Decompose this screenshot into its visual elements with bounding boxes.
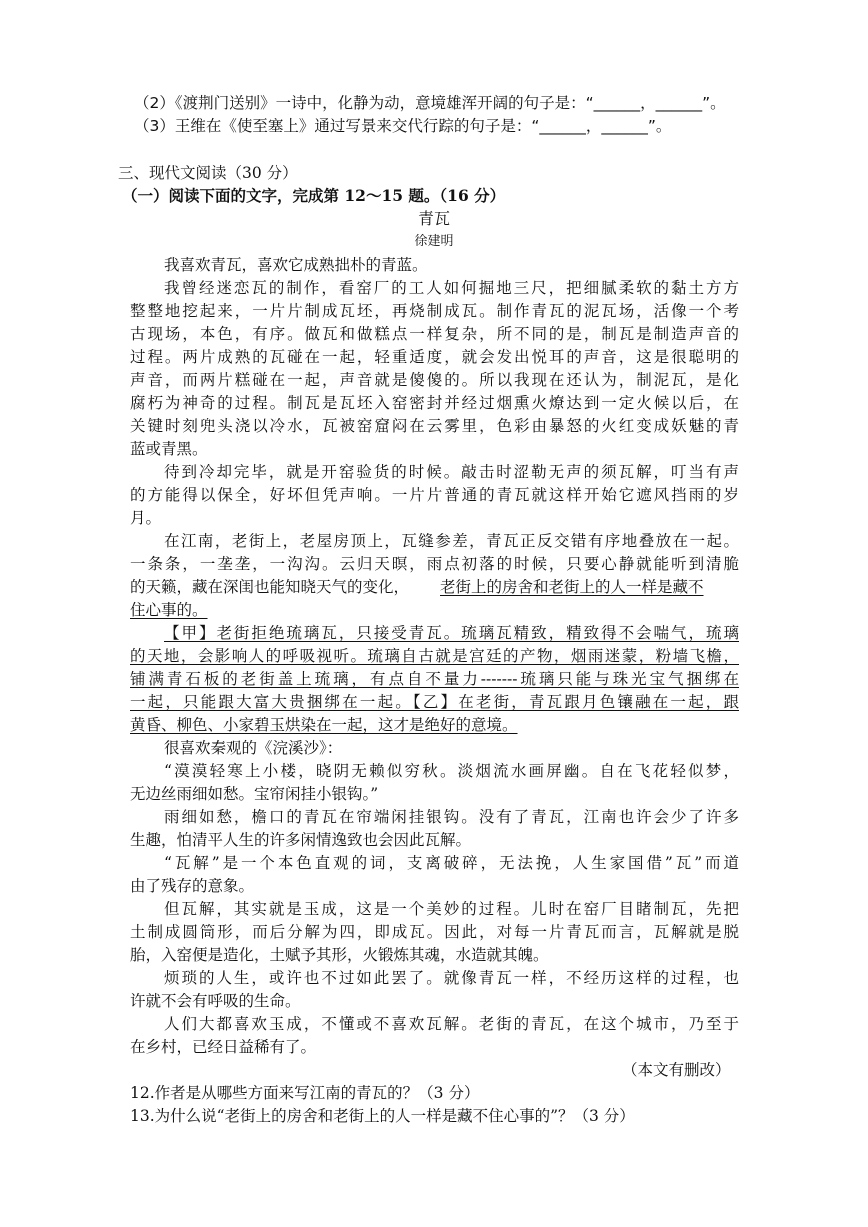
paragraph-line: 的方能得以保全，好坏但凭声响。一片片普通的青瓦就这样开始它遮风挡雨的岁	[130, 486, 739, 504]
passage-yi: 黄昏、柳色、小家碧玉烘染在一起，这才是绝好的意境。	[130, 716, 518, 734]
paragraph-line: 雨细如愁，檐口的青瓦在帘端闲挂银钩。没有了青瓦，江南也许会少了许多	[164, 808, 739, 826]
paragraph-line: 许就不会有呼吸的生命。	[130, 992, 301, 1010]
paragraph-line: 过程。两片成熟的瓦碰在一起，轻重适度，就会发出悦耳的声音，这是很聪明的	[130, 348, 739, 366]
passage-yi: 一起，只能跟大富大贵捆绑在一起。【乙】在老街，青瓦跟月色镶融在一起，跟	[130, 693, 739, 711]
paragraph-line: 在江南，老街上，老屋房顶上，瓦缝参差，青瓦正反交错有序地叠放在一起。	[164, 532, 739, 550]
paragraph-line: 一条条，一垄垄，一沟沟。云归天暝，雨点初落的时候，只要心静就能听到清脆	[130, 555, 739, 573]
poem-line: 无边丝雨细如愁。宝帘闲挂小银钩。”	[130, 785, 379, 803]
paragraph-line: 蓝或青黑。	[130, 440, 208, 458]
paragraph-line: 但瓦解，其实就是玉成，这是一个美妙的过程。儿时在窑厂目睹制瓦，先把	[164, 900, 739, 918]
paragraph-line: 待到冷却完毕，就是开窑验货的时候。敲击时涩勒无声的须瓦解，叮当有声	[164, 463, 739, 481]
paragraph-line: 很喜欢秦观的《浣溪沙》：	[164, 739, 343, 757]
article-author: 徐建明	[414, 234, 454, 249]
paragraph-line: 关键时刻兜头浇以冷水，瓦被窑窟闷在云雾里，色彩由暴怒的火红变成妖魅的青	[130, 417, 739, 435]
paragraph-line: “瓦解”是一个本色直观的词，支离破碎，无法挽，人生家国借”瓦”而道	[164, 854, 739, 872]
question-12: 12.作者是从哪些方面来写江南的青瓦的？（3 分）	[130, 1084, 480, 1102]
underlined-sentence: 老街上的房舍和老街上的人一样是藏不	[440, 578, 704, 596]
paragraph-line: 土制成圆筒形，而后分解为四，即成瓦。因此，对每一片青瓦而言，瓦解就是脱	[130, 923, 739, 941]
paragraph-line: 腐朽为神奇的过程。制瓦是瓦坯入窑密封并经过烟熏火燎达到一定火候以后，在	[130, 394, 739, 412]
poem-line: “漠漠轻寒上小楼，晓阴无赖似穷秋。淡烟流水画屏幽。自在飞花轻似梦，	[164, 762, 739, 780]
paragraph-line: 月。	[130, 509, 162, 527]
paragraph-line: 人们大都喜欢玉成，不懂或不喜欢瓦解。老街的青瓦，在这个城市，乃至于	[164, 1015, 739, 1033]
paragraph-line: 由了残存的意象。	[130, 877, 255, 895]
sub-heading: （一）阅读下面的文字，完成第 12～15 题。（16 分）	[122, 186, 506, 205]
passage-jia: 铺满青石板的老街盖上琉璃，有点自不量力-------琉璃只能与珠光宝气捆绑在	[130, 670, 739, 688]
section-heading: 三、现代文阅读（30 分）	[118, 164, 298, 182]
passage-jia: 【甲】老街拒绝琉璃瓦，只接受青瓦。琉璃瓦精致，精致得不会喘气，琉璃	[164, 624, 739, 642]
paragraph-line: 声音，而两片糕碰在一起，声音就是傻傻的。所以我现在还认为，制泥瓦，是化	[130, 371, 739, 389]
fill-question-3: （3）王维在《使至塞上》通过写景来交代行踪的句子是：“______，______”。	[134, 117, 672, 135]
paragraph-line: 整整地挖起来，一片片制成瓦坯，再烧制成瓦。制作青瓦的泥瓦场，活像一个考	[130, 302, 739, 320]
fill-question-2: （2）《渡荆门送别》一诗中，化静为动，意境雄浑开阔的句子是：“______，______”。	[134, 94, 726, 112]
article-title: 青瓦	[417, 209, 450, 228]
paragraph-line: 在乡村，已经日益稀有了。	[130, 1038, 317, 1056]
paragraph-line: 的天籁，藏在深闺也能知晓天气的变化，	[130, 578, 410, 596]
underlined-sentence: 住心事的。	[130, 601, 208, 619]
paragraph-line: 胎，入窑便是造化，土赋予其形，火锻炼其魂，水造就其魄。	[130, 946, 549, 964]
paragraph-line: 古现场，本色，有序。做瓦和做糕点一样复杂，所不同的是，制瓦是制造声音的	[130, 325, 739, 343]
article-note: （本文有删改）	[622, 1061, 731, 1079]
passage-jia: 的天地，会影响人的呼吸视听。琉璃自古就是宫廷的产物，烟雨迷蒙，粉墙飞檐，	[130, 647, 739, 665]
paragraph-line: 我喜欢青瓦，喜欢它成熟拙朴的青蓝。	[164, 256, 428, 274]
paragraph-line: 生趣，怕清平人生的许多闲情逸致也会因此瓦解。	[130, 831, 472, 849]
question-13: 13.为什么说“老街上的房舍和老街上的人一样是藏不住心事的”？（3 分）	[130, 1107, 635, 1125]
paragraph-line: 烦琐的人生，或许也不过如此罢了。就像青瓦一样，不经历这样的过程，也	[164, 969, 739, 987]
paragraph-line: 我曾经迷恋瓦的制作，看窑厂的工人如何掘地三尺，把细腻柔软的黏土方方	[164, 279, 739, 297]
